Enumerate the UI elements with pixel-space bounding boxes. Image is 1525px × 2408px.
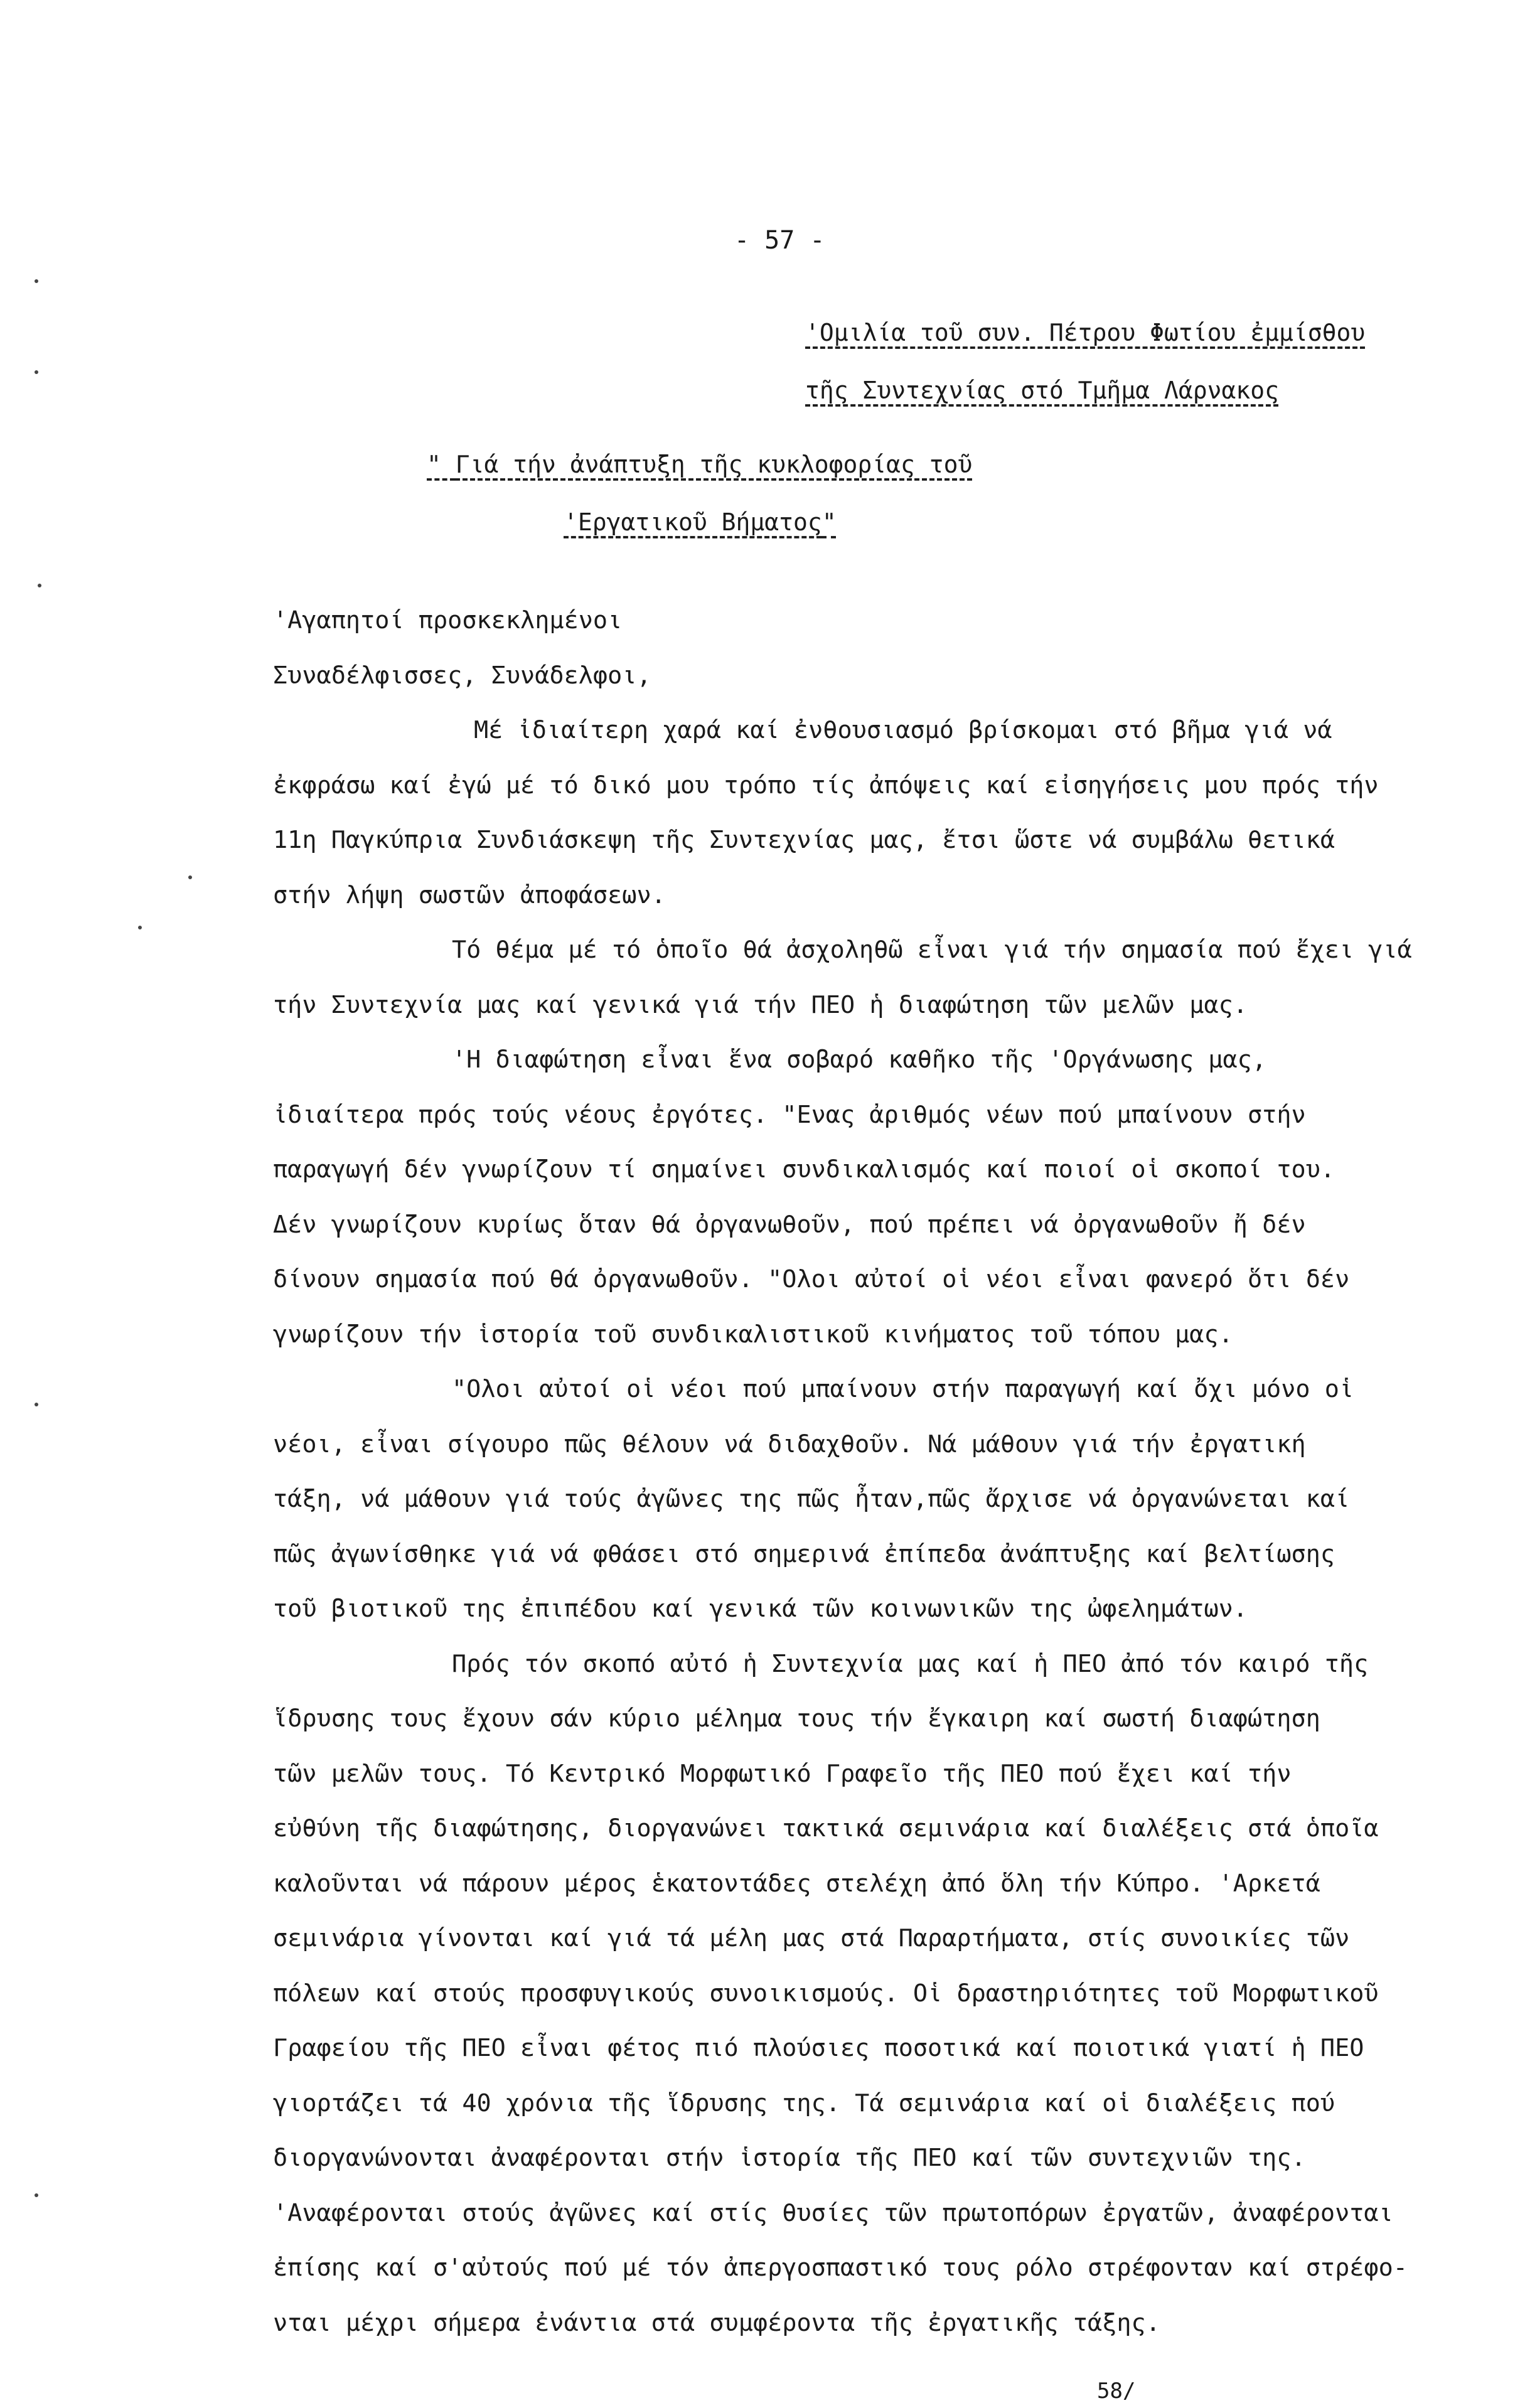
body-line: τάξη, νά μάθουν γιά τούς ἀγῶνες της πῶς ἦταν,πῶς ἄρχισε νά ὀργανώνεται καί <box>273 1485 1350 1513</box>
scan-speck <box>188 875 192 879</box>
body-line: πῶς ἀγωνίσθηκε γιά νά φθάσει στό σημερινά ἐπίπεδα ἀνάπτυξης καί βελτίωσης <box>273 1539 1335 1568</box>
title-line-2: τῆς Συντεχνίας στό Τμῆμα Λάρνακος <box>805 377 1279 404</box>
body-line: Τό θέμα μέ τό ὁποῖο θά ἀσχοληθῶ εἶναι γιά τήν σημασία πού ἔχει γιά <box>452 936 1412 964</box>
body-line: 'Αγαπητοί προσκεκλημένοι <box>273 606 623 634</box>
title-line-4 <box>564 508 837 536</box>
body-line: γνωρίζουν τήν ἱστορία τοῦ συνδικαλιστικοῦ κινήματος τοῦ τόπου μας. <box>273 1320 1233 1349</box>
scan-speck <box>35 370 38 374</box>
body-line: διοργανώνονται ἀναφέρονται στήν ἱστορία τῆς ΠΕΟ καί τῶν συντεχνιῶν της. <box>273 2144 1306 2172</box>
body-line: γιορτάζει τά 40 χρόνια τῆς ἵδρυσης της. Τά σεμινάρια καί οἱ διαλέξεις πού <box>273 2089 1335 2117</box>
scan-speck <box>35 279 38 283</box>
body-text <box>273 593 1472 2350</box>
body-line: Συναδέλφισσες, Συνάδελφοι, <box>273 661 651 690</box>
scan-speck <box>138 926 142 929</box>
body-line: "Ολοι αὐτοί οἱ νέοι πού μπαίνουν στήν παραγωγή καί ὄχι μόνο οἱ <box>452 1375 1354 1403</box>
body-line: 11η Παγκύπρια Συνδιάσκεψη τῆς Συντεχνίας μας, ἔτσι ὥστε νά συμβάλω θετικά <box>273 826 1335 854</box>
body-line: τοῦ βιοτικοῦ της ἐπιπέδου καί γενικά τῶν κοινωνικῶν της ὠφελημάτων. <box>273 1595 1248 1623</box>
title-line-1: 'Ομιλία τοῦ συν. Πέτρου Φωτίου ἐμμίσθου <box>805 319 1366 346</box>
body-line: Δέν γνωρίζουν κυρίως ὅταν θά ὀργανωθοῦν, πού πρέπει νά ὀργανωθοῦν ἤ δέν <box>273 1210 1306 1239</box>
body-line: τῶν μελῶν τους. Τό Κεντρικό Μορφωτικό Γραφεῖο τῆς ΠΕΟ πού ἔχει καί τήν <box>273 1759 1292 1788</box>
body-line: ἐκφράσω καί ἐγώ μέ τό δικό μου τρόπο τίς ἀπόψεις καί εἰσηγήσεις μου πρός τήν <box>273 771 1379 800</box>
body-line: 'Η διαφώτηση εἶναι ἕνα σοβαρό καθῆκο τῆς 'Οργάνωσης μας, <box>452 1046 1267 1074</box>
body-line: Πρός τόν σκοπό αὐτό ἡ Συντεχνία μας καί ἡ ΠΕΟ ἀπό τόν καιρό τῆς <box>452 1649 1369 1678</box>
body-line: σεμινάρια γίνονται καί γιά τά μέλη μας στά Παραρτήματα, στίς συνοικίες τῶν <box>273 1924 1350 1952</box>
page-number: - 57 - <box>734 226 825 255</box>
scan-speck <box>35 1403 38 1406</box>
body-line: νέοι, εἶναι σίγουρο πῶς θέλουν νά διδαχθοῦν. Νά μάθουν γιά τήν ἐργατική <box>273 1430 1306 1458</box>
title-line-3 <box>427 451 972 478</box>
body-line: Μέ ἰδιαίτερη χαρά καί ἐνθουσιασμό βρίσκομαι στό βῆμα γιά νά <box>474 716 1332 744</box>
body-line: στήν λήψη σωστῶν ἀποφάσεων. <box>273 880 666 909</box>
body-line: πόλεων καί στούς προσφυγικούς συνοικισμούς. Οἱ δραστηριότητες τοῦ Μορφωτικοῦ <box>273 1979 1379 2008</box>
body-line: ἵδρυσης τους ἔχουν σάν κύριο μέλημα τους τήν ἔγκαιρη καί σωστή διαφώτηση <box>273 1704 1320 1733</box>
title-open-quote: " <box>427 451 456 478</box>
body-line: τήν Συντεχνία μας καί γενικά γιά τήν ΠΕΟ ἡ διαφώτηση τῶν μελῶν μας. <box>273 990 1248 1019</box>
body-line: ἰδιαίτερα πρός τούς νέους ἐργότες. "Ενας ἀριθμός νέων πού μπαίνουν στήν <box>273 1100 1306 1129</box>
title-line-3-text: Γιά τήν ἀνάπτυξη τῆς κυκλοφορίας τοῦ <box>455 451 973 478</box>
body-line: καλοῦνται νά πάρουν μέρος ἑκατοντάδες στελέχη ἀπό ὅλη τήν Κύπρο. 'Αρκετά <box>273 1869 1320 1898</box>
scan-speck <box>38 584 41 587</box>
body-line: ἐπίσης καί σ'αὐτούς πού μέ τόν ἀπεργοσπαστικό τους ρόλο στρέφονταν καί στρέφο- <box>273 2254 1408 2282</box>
next-page-marker: 58/ <box>1097 2379 1136 2404</box>
title-close-quote: " <box>821 508 837 536</box>
body-line: εὐθύνη τῆς διαφώτησης, διοργανώνει τακτικά σεμινάρια καί διαλέξεις στά ὁποῖα <box>273 1814 1379 1843</box>
body-line: 'Αναφέρονται στούς ἀγῶνες καί στίς θυσίες τῶν πρωτοπόρων ἐργατῶν, ἀναφέρονται <box>273 2198 1393 2227</box>
body-line: δίνουν σημασία πού θά ὀργανωθοῦν. "Ολοι αὐτοί οἱ νέοι εἶναι φανερό ὅτι δέν <box>273 1265 1350 1293</box>
scan-speck <box>35 2193 38 2197</box>
body-line: παραγωγή δέν γνωρίζουν τί σημαίνει συνδικαλισμός καί ποιοί οἱ σκοποί του. <box>273 1155 1335 1184</box>
body-line: Γραφείου τῆς ΠΕΟ εἶναι φέτος πιό πλούσιες ποσοτικά καί ποιοτικά γιατί ἡ ΠΕΟ <box>273 2034 1364 2062</box>
body-line: νται μέχρι σήμερα ἐνάντια στά συμφέροντα τῆς ἐργατικῆς τάξης. <box>273 2308 1160 2337</box>
title-line-4-text: 'Εργατικοῦ Βήματος <box>564 508 822 536</box>
